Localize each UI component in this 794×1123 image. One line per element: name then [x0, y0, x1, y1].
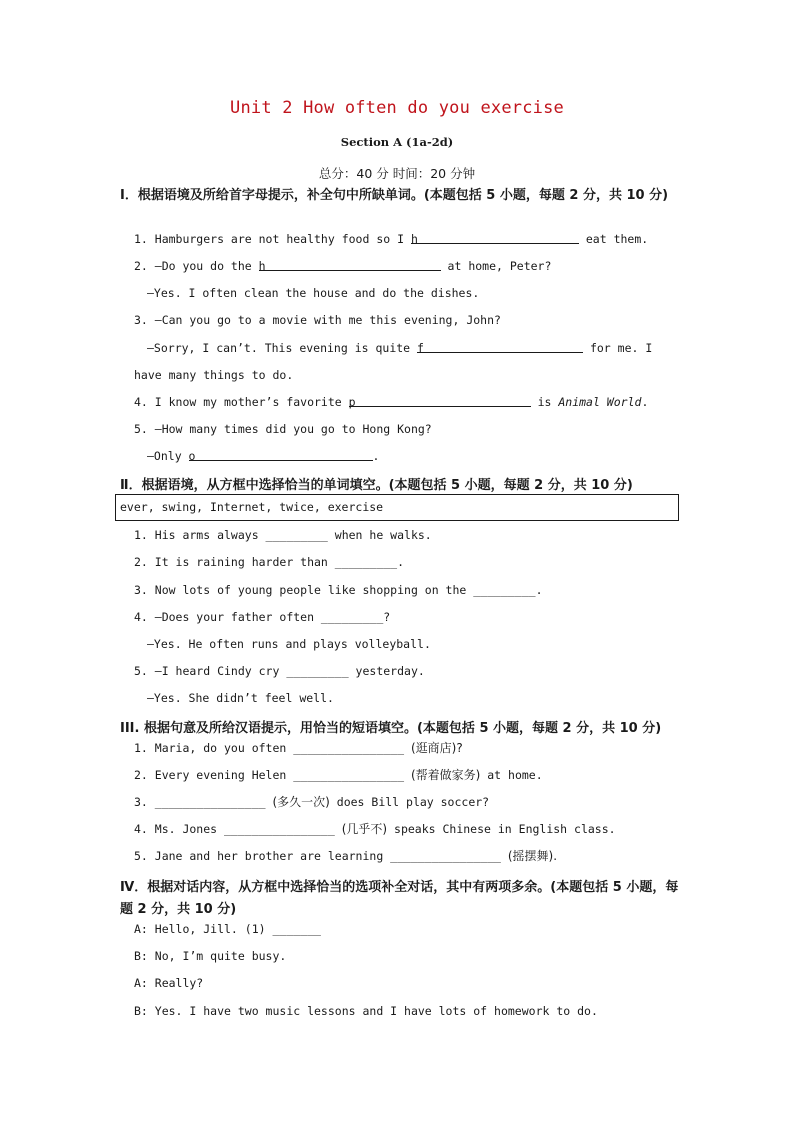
dialogue-line-1: A: Hello, Jill. (1) _______ — [134, 922, 321, 936]
s1-question-5-reply: —Only o . — [147, 449, 380, 463]
answer-blank[interactable]: h — [411, 231, 579, 244]
section-3-heading: III. 根据句意及所给汉语提示，用恰当的短语填空。(本题包括 5 小题，每题 2 分，共 10 分) — [120, 721, 662, 736]
word-box: ever, swing, Internet, twice, exercise — [115, 494, 679, 521]
section-1-heading: Ⅰ．根据语境及所给首字母提示，补全句中所缺单词。(本题包括 5 小题，每题 2 分，共 10 分) — [120, 188, 669, 203]
s2-question-5-answer: —Yes. She didn’t feel well. — [147, 691, 334, 705]
answer-blank[interactable]: o — [189, 448, 373, 461]
s1-question-3: 3. —Can you go to a movie with me this evening, John? — [134, 313, 501, 327]
answer-blank[interactable]: h — [259, 258, 441, 271]
answer-blank[interactable]: p — [349, 394, 531, 407]
s2-question-4: 4. —Does your father often _________? — [134, 610, 391, 624]
s1-question-2-answer: —Yes. I often clean the house and do the dishes. — [147, 286, 480, 300]
s2-question-5: 5. —I heard Cindy cry _________ yesterday. — [134, 664, 425, 678]
s3-question-2: 2. Every evening Helen ________________ (帮着做家务) at home. — [134, 768, 543, 782]
s1-question-3-reply: —Sorry, I can’t. This evening is quite f for me. I — [147, 341, 653, 355]
section-2-heading: Ⅱ．根据语境，从方框中选择恰当的单词填空。(本题包括 5 小题，每题 2 分，共 10 分) — [120, 478, 633, 493]
s2-question-2: 2. It is raining harder than _________. — [134, 555, 405, 569]
page-title: Unit 2 How often do you exercise — [230, 98, 564, 118]
s1-question-2: 2. —Do you do the h at home, Peter? — [134, 259, 552, 273]
s1-question-5: 5. —How many times did you go to Hong Kong? — [134, 422, 432, 436]
s3-question-1: 1. Maria, do you often ________________ (逛商店)? — [134, 741, 463, 755]
s2-question-3: 3. Now lots of young people like shopping on the _________. — [134, 583, 543, 597]
s1-question-3-cont: have many things to do. — [134, 368, 294, 382]
dialogue-line-4: B: Yes. I have two music lessons and I have lots of homework to do. — [134, 1004, 598, 1018]
dialogue-line-3: A: Really? — [134, 976, 204, 990]
s1-question-4: 4. I know my mother’s favorite p is Animal World. — [134, 395, 649, 409]
section-4-heading: Ⅳ．根据对话内容，从方框中选择恰当的选项补全对话，其中有两项多余。(本题包括 5 小题，每题 2 分，共 10 分) — [120, 880, 679, 917]
s3-question-5: 5. Jane and her brother are learning ________________ (摇摆舞). — [134, 849, 558, 863]
s2-question-4-answer: —Yes. He often runs and plays volleyball. — [147, 637, 431, 651]
dialogue-line-2: B: No, I’m quite busy. — [134, 949, 287, 963]
s1-question-1: 1. Hamburgers are not healthy food so I h eat them. — [134, 232, 649, 246]
section-subtitle: Section A (1a-2d) — [340, 135, 454, 149]
score-time-info: 总分：40 分 时间：20 分钟 — [318, 166, 476, 181]
s3-question-3: 3. ________________ (多久一次) does Bill play soccer? — [134, 795, 490, 809]
s2-question-1: 1. His arms always _________ when he walks. — [134, 528, 432, 542]
s3-question-4: 4. Ms. Jones ________________ (几乎不) speaks Chinese in English class. — [134, 822, 616, 836]
answer-blank[interactable]: f — [417, 340, 583, 353]
